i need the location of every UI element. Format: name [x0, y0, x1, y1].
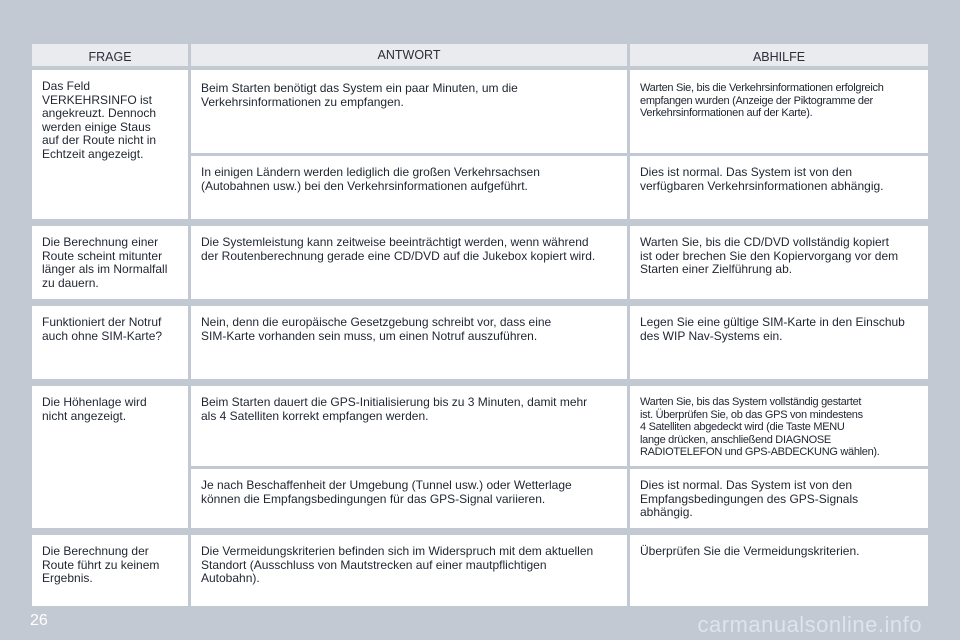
answer-cell: Die Vermeidungskriterien befinden sich im Widerspruch mit dem aktuellen Standort (Ausschluss von Mautstrecken auf einer mautpflichtigen Autobahn). — [191, 535, 627, 606]
remedy-cell: Dies ist normal. Das System ist von den Empfangsbedingungen des GPS-Signals abhängig. — [630, 469, 928, 528]
remedy-cell: Warten Sie, bis die Verkehrsinformationen erfolgreich empfangen wurden (Anzeige der Piktogramme der Verkehrsinformationen auf der Karte). — [630, 70, 928, 153]
header-antwort: ANTWORT — [191, 44, 627, 66]
question-cell: Funktioniert der Notruf auch ohne SIM-Karte? — [32, 306, 188, 379]
question-cell: Die Berechnung einer Route scheint mitunter länger als im Normalfall zu dauern. — [32, 226, 188, 299]
remedy-cell: Überprüfen Sie die Vermeidungskriterien. — [630, 535, 928, 606]
answer-cell: Beim Starten benötigt das System ein paar Minuten, um die Verkehrsinformationen zu empfangen. — [191, 70, 627, 153]
answer-cell: Die Systemleistung kann zeitweise beeinträchtigt werden, wenn während der Routenberechnung gerade eine CD/DVD auf die Jukebox kopiert wird. — [191, 226, 627, 299]
watermark: carmanualsonline.info — [697, 612, 922, 637]
remedy-cell: Warten Sie, bis das System vollständig gestartet ist. Überprüfen Sie, ob das GPS von mindestens 4 Satelliten abgedeckt wird (die Taste MENU lange drücken, anschließend DIAGNOSE RADIOTELEFON und GPS-ABDECKUNG wählen). — [630, 386, 928, 466]
header-frage: FRAGE — [32, 44, 188, 66]
header-abhilfe: ABHILFE — [630, 44, 928, 66]
question-cell: Das Feld VERKEHRSINFO ist angekreuzt. Dennoch werden einige Staus auf der Route nicht in Echtzeit angezeigt. — [32, 70, 188, 219]
remedy-cell: Legen Sie eine gültige SIM-Karte in den Einschub des WIP Nav-Systems ein. — [630, 306, 928, 379]
answer-cell: In einigen Ländern werden lediglich die großen Verkehrsachsen (Autobahnen usw.) bei den Verkehrsinformationen aufgeführt. — [191, 156, 627, 219]
answer-cell: Beim Starten dauert die GPS-Initialisierung bis zu 3 Minuten, damit mehr als 4 Satelliten korrekt empfangen werden. — [191, 386, 627, 466]
page-number: 26 — [30, 612, 48, 629]
answer-cell: Nein, denn die europäische Gesetzgebung schreibt vor, dass eine SIM-Karte vorhanden sein muss, um einen Notruf auszuführen. — [191, 306, 627, 379]
remedy-cell: Dies ist normal. Das System ist von den verfügbaren Verkehrsinformationen abhängig. — [630, 156, 928, 219]
answer-cell: Je nach Beschaffenheit der Umgebung (Tunnel usw.) oder Wetterlage können die Empfangsbedingungen für das GPS-Signal variieren. — [191, 469, 627, 528]
remedy-cell: Warten Sie, bis die CD/DVD vollständig kopiert ist oder brechen Sie den Kopiervorgang vor dem Starten einer Zielführung ab. — [630, 226, 928, 299]
question-cell: Die Berechnung der Route führt zu keinem Ergebnis. — [32, 535, 188, 606]
question-cell: Die Höhenlage wird nicht angezeigt. — [32, 386, 188, 528]
